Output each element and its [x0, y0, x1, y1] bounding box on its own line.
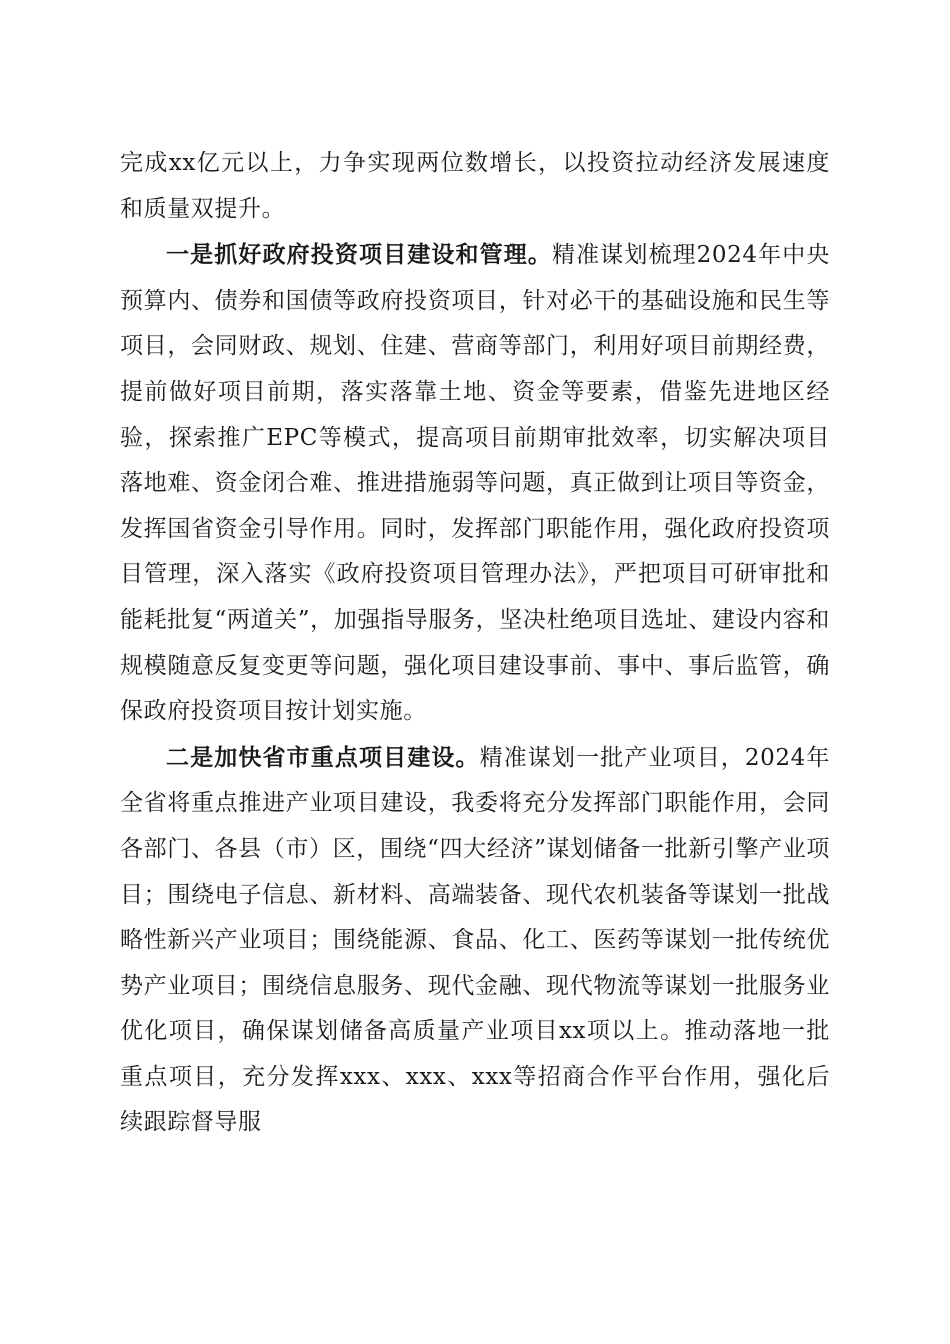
paragraph-1-text: 完成xx亿元以上，力争实现两位数增长，以投资拉动经济发展速度和质量双提升。 — [120, 150, 830, 222]
paragraph-1 — [120, 141, 830, 232]
document-body — [120, 141, 830, 1146]
paragraph-2 — [120, 232, 830, 735]
paragraph-2-heading: 一是抓好政府投资项目建设和管理。 — [166, 241, 552, 269]
paragraph-2-text: 精准谋划梳理2024年中央预算内、债券和国债等政府投资项目，针对必干的基础设施和民生等项目，会同财政、规划、住建、营商等部门，利用好项目前期经费，提前做好项目前期，落实落靠土地、资金等要素，借鉴先进地区经验，探索推广EPC等模式，提高项目前期审批效率，切实解决项目落地难、资金闭合难、推进措施弱等问题，真正做到让项目等资金，发挥国省资金引导作用。同时，发挥部门职能作用，强化政府投资项目管理，深入落实《政府投资项目管理办法》，严把项目可研审批和能耗批复“两道关”，加强指导服务，坚决杜绝项目选址、建设内容和规模随意反复变更等问题，强化项目建设事前、事中、事后监管，确保政府投资项目按计划实施。 — [120, 242, 830, 725]
paragraph-3-heading: 二是加快省市重点项目建设。 — [166, 743, 480, 771]
paragraph-3 — [120, 735, 830, 1146]
paragraph-3-text: 精准谋划一批产业项目，2024年全省将重点推进产业项目建设，我委将充分发挥部门职能作用，会同各部门、各县（市）区，围绕“四大经济”谋划储备一批新引擎产业项目；围绕电子信息、新材料、高端装备、现代农机装备等谋划一批战略性新兴产业项目；围绕能源、食品、化工、医药等谋划一批传统优势产业项目；围绕信息服务、现代金融、现代物流等谋划一批服务业优化项目，确保谋划储备高质量产业项目xx项以上。推动落地一批重点项目，充分发挥xxx、xxx、xxx等招商合作平台作用，强化后续跟踪督导服 — [120, 744, 830, 1136]
